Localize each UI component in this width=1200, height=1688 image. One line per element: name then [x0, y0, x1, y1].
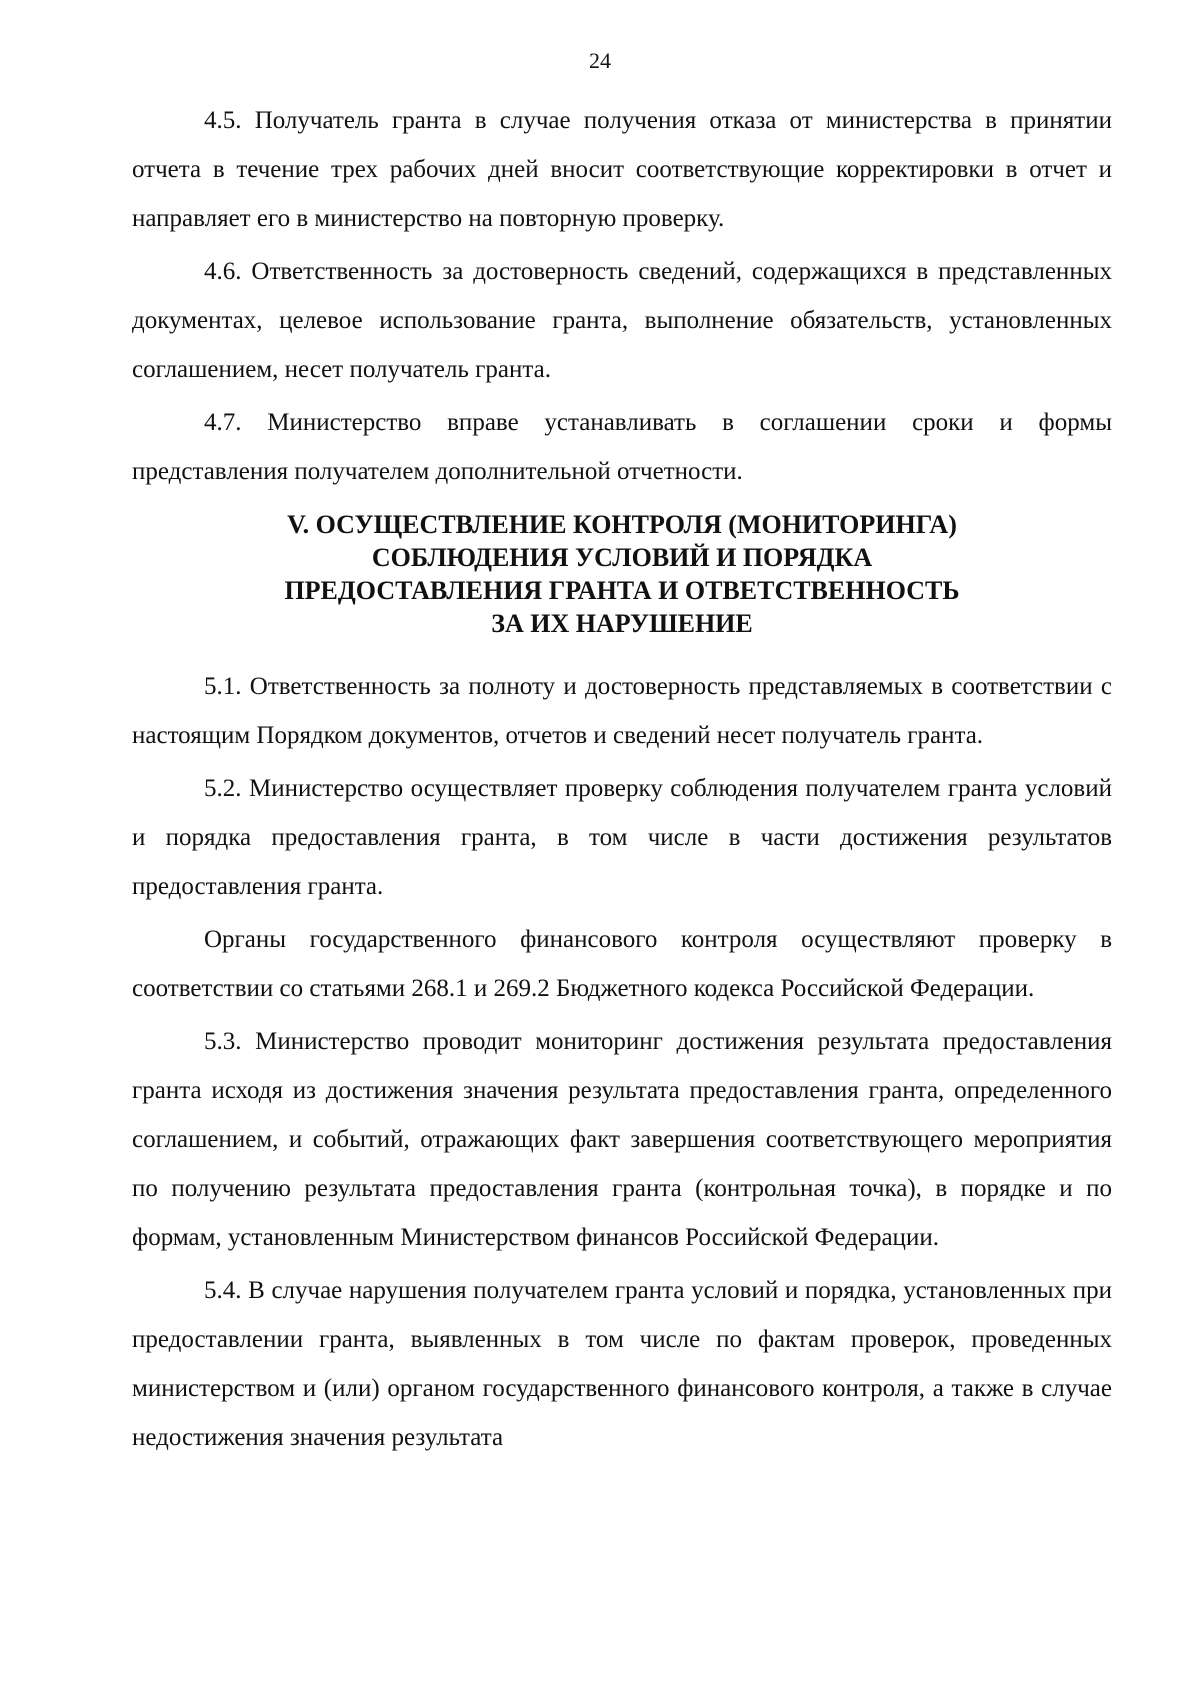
paragraph-5-3: 5.3. Министерство проводит мониторинг достижения результата предоставления гранта исходя из достижения значения результата предоставления гранта, определенного соглашением, и событий, отражающих факт завершения соответствующего мероприятия по получению результата предоставления гранта (контрольная точка), в порядке и по формам, установленным Министерством финансов Российской Федерации.	[132, 1028, 1112, 1251]
paragraph-4-7: 4.7. Министерство вправе устанавливать в соглашении сроки и формы представления получателем дополнительной отчетности.	[132, 409, 1112, 485]
paragraph-4-5: 4.5. Получатель гранта в случае получения отказа от министерства в принятии отчета в течение трех рабочих дней вносит соответствующие корректировки в отчет и направляет его в министерство на повторную проверку.	[132, 107, 1112, 232]
paragraph-4-6: 4.6. Ответственность за достоверность сведений, содержащихся в представленных документах, целевое использование гранта, выполнение обязательств, установленных соглашением, несет получатель гранта.	[132, 258, 1112, 383]
section-heading-line: СОБЛЮДЕНИЯ УСЛОВИЙ И ПОРЯДКА	[371, 543, 873, 572]
paragraph-5-1: 5.1. Ответственность за полноту и достоверность представляемых в соответствии с настоящим Порядком документов, отчетов и сведений несет получатель гранта.	[132, 673, 1112, 749]
page-number: 24	[589, 48, 611, 73]
paragraph-audit-bodies: Органы государственного финансового контроля осуществляют проверку в соответствии со статьями 268.1 и 269.2 Бюджетного кодекса Российской Федерации.	[132, 926, 1112, 1002]
section-heading-line: ЗА ИХ НАРУШЕНИЕ	[491, 609, 753, 638]
document-body	[132, 96, 1112, 1462]
section-heading-line: V. ОСУЩЕСТВЛЕНИЕ КОНТРОЛЯ (МОНИТОРИНГА)	[287, 510, 957, 539]
section-heading	[132, 508, 1112, 640]
paragraph-5-2: 5.2. Министерство осуществляет проверку соблюдения получателем гранта условий и порядка предоставления гранта, в том числе в части достижения результатов предоставления гранта.	[132, 775, 1112, 900]
paragraph-5-4: 5.4. В случае нарушения получателем гранта условий и порядка, установленных при предоставлении гранта, выявленных в том числе по фактам проверок, проведенных министерством и (или) органом государственного финансового контроля, а также в случае недостижения значения результата	[132, 1277, 1112, 1451]
section-heading-line: ПРЕДОСТАВЛЕНИЯ ГРАНТА И ОТВЕТСТВЕННОСТЬ	[284, 576, 960, 605]
